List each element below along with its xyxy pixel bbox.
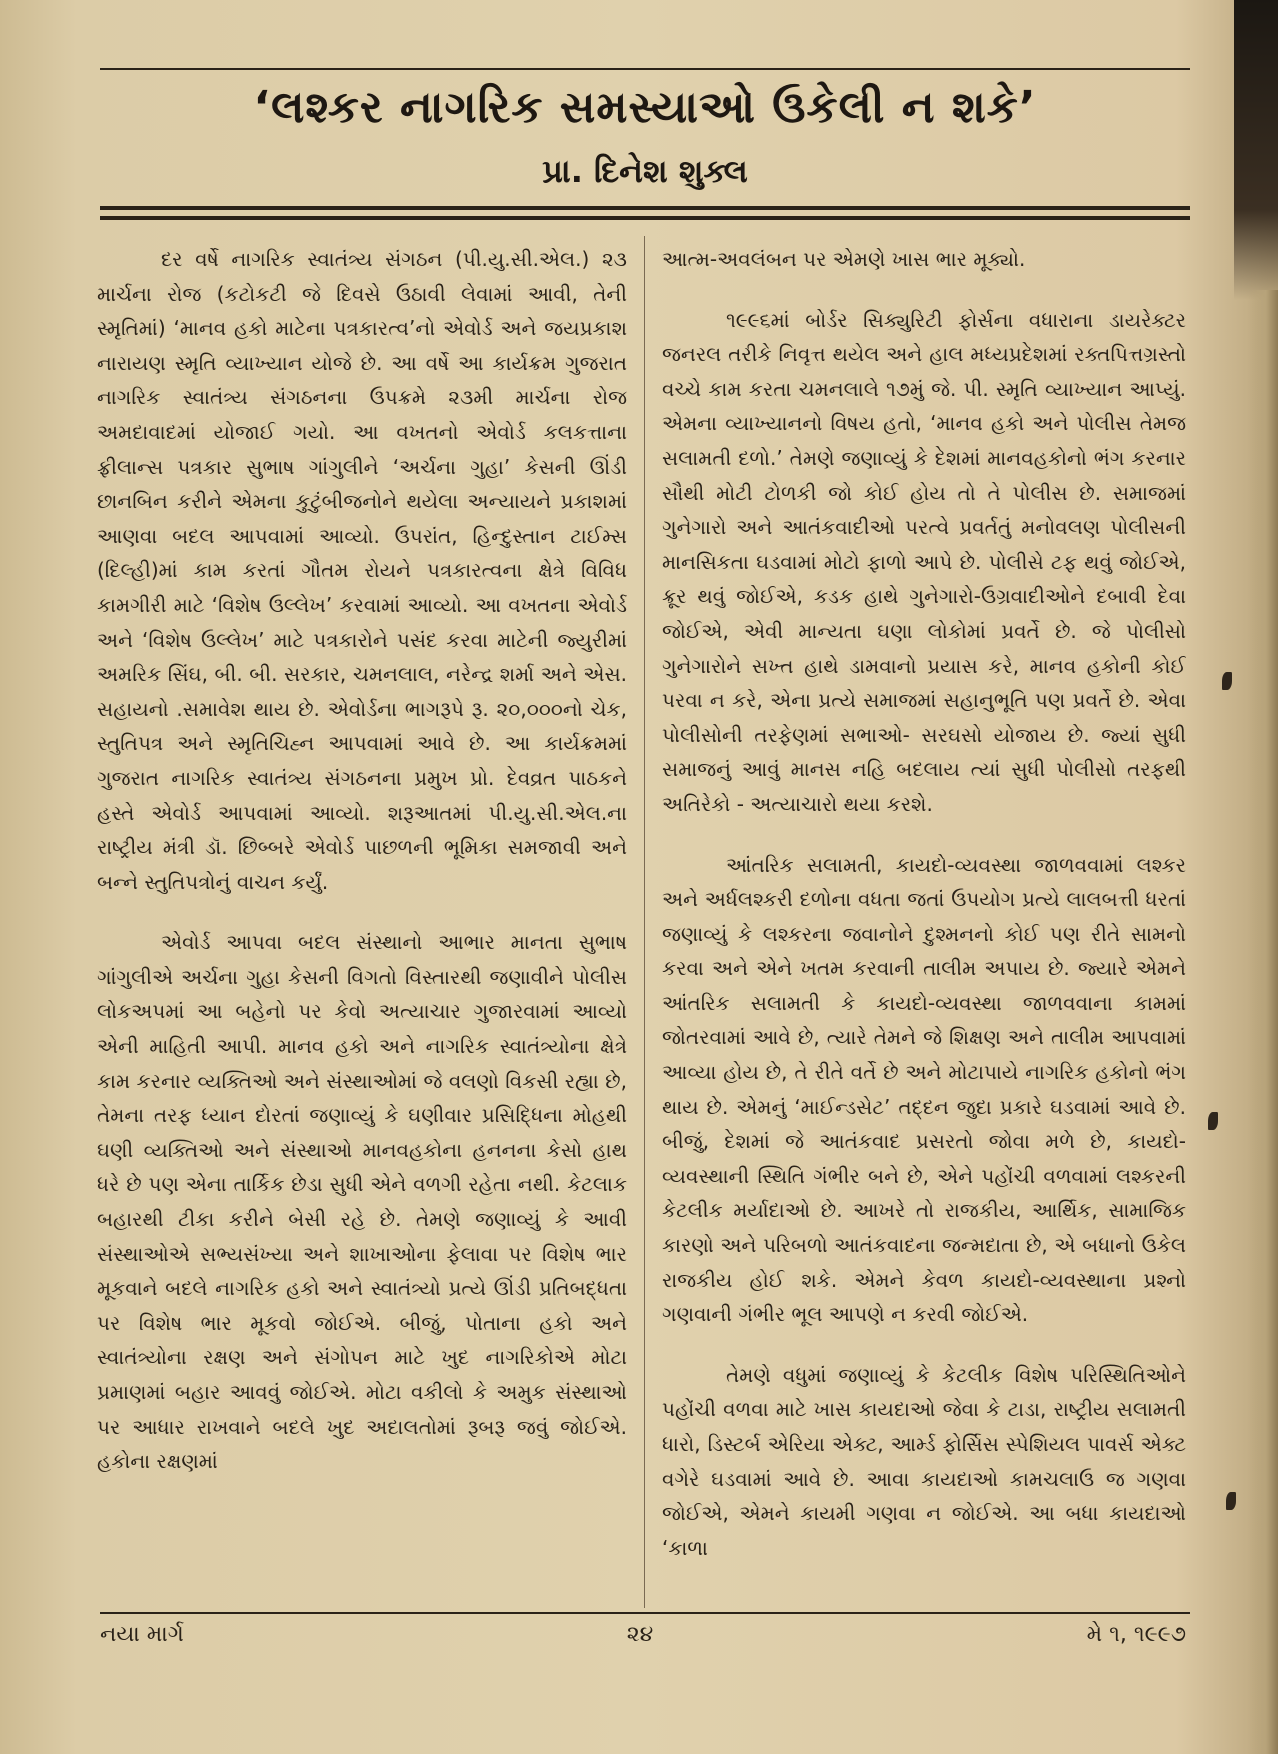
paper-tear-mark [1208, 1112, 1218, 1130]
title-rule-lower [100, 216, 1190, 220]
footer-date: મે ૧, ૧૯૯૭ [1086, 1622, 1186, 1647]
bottom-rule [100, 1612, 1190, 1614]
article-author: પ્રા. દિનેશ શુક્લ [542, 152, 748, 190]
paper-tear-mark [1222, 672, 1232, 690]
footer-publication: નયા માર્ગ [100, 1622, 184, 1647]
paragraph: ૧૯૯૬માં બોર્ડર સિક્યુરિટી ફોર્સના વધારાના ડાયરેક્ટર જનરલ તરીકે નિવૃત્ત થયેલ અને હાલ મધ્યપ્રદેશમાં રક્તપિત્તગ્રસ્તો વચ્ચે કામ કરતા ચમનલાલે ૧૭મું જે. પી. સ્મૃતિ વ્યાખ્યાન આપ્યું. એમના વ્યાખ્યાનનો વિષય હતો, ‘માનવ હકો અને પોલીસ તેમજ સલામતી દળો.’ તેમણે જણાવ્યું કે દેશમાં માનવહકોનો ભંગ કરનાર સૌથી મોટી ટોળકી જો કોઈ હોય તો તે પોલીસ છે. સમાજમાં ગુનેગારો અને આતંકવાદીઓ પરત્વે પ્રવર્તતું મનોવલણ પોલીસની માનસિકતા ઘડવામાં મોટો ફાળો આપે છે. પોલીસે ટફ થવું જોઈએ, ક્રૂર થવું જોઈએ, કડક હાથે ગુનેગારો-ઉગ્રવાદીઓને દબાવી દેવા જોઈએ, એવી માન્યતા ઘણા લોકોમાં પ્રવર્તે છે. જે પોલીસો ગુનેગારોને સખ્ત હાથે ડામવાનો પ્રયાસ કરે, માનવ હકોની કોઈ પરવા ન કરે, એના પ્રત્યે સમાજમાં સહાનુભૂતિ પણ પ્રવર્તે છે. એવા પોલીસોની તરફેણમાં સભાઓ- સરઘસો યોજાય છે. જ્યાં સુધી સમાજનું આવું માનસ નહિ બદલાય ત્યાં સુધી પોલીસો તરફથી અતિરેકો - અત્યાચારો થયા કરશે. [662, 307, 1186, 816]
left-column [97, 242, 627, 1608]
top-rule [100, 68, 1190, 70]
paragraph-continued: આત્મ-અવલંબન પર એમણે ખાસ ભાર મૂક્યો. [662, 247, 1026, 271]
paragraph: આંતરિક સલામતી, કાયદો-વ્યવસ્થા જાળવવામાં લશ્કર અને અર્ધલશ્કરી દળોના વધતા જતાં ઉપયોગ પ્રત્યે લાલબત્તી ધરતાં જણાવ્યું કે લશ્કરના જવાનોને દુશ્મનનો કોઈ પણ રીતે સામનો કરવા અને એને ખતમ કરવાની તાલીમ અપાય છે. જ્યારે એમને આંતરિક સલામતી કે કાયદો-વ્યવસ્થા જાળવવાના કામમાં જોતરવામાં આવે છે, ત્યારે તેમને જે શિક્ષણ અને તાલીમ આપવામાં આવ્યા હોય છે, તે રીતે વર્તે છે અને મોટાપાયે નાગરિક હકોનો ભંગ થાય છે. એમનું ‘માઈન્ડસેટ’ તદ્દન જુદા પ્રકારે ઘડવામાં આવે છે. બીજું, દેશમાં જે આતંકવાદ પ્રસરતો જોવા મળે છે, કાયદો-વ્યવસ્થાની સ્થિતિ ગંભીર બને છે, એને પહોંચી વળવામાં લશ્કરની કેટલીક મર્યાદાઓ છે. આખરે તો રાજકીય, આર્થિક, સામાજિક કારણો અને પરિબળો આતંકવાદના જન્મદાતા છે, એ બધાનો ઉકેલ રાજકીય હોઈ શકે. એમને કેવળ કાયદો-વ્યવસ્થાના પ્રશ્નો ગણવાની ગંભીર ભૂલ આપણે ન કરવી જોઈએ. [662, 852, 1186, 1327]
title-rule-upper [100, 206, 1190, 210]
column-divider [644, 236, 645, 1608]
page-edge-torn [1248, 290, 1278, 1754]
paragraph: દર વર્ષે નાગરિક સ્વાતંત્ર્ય સંગઠન (પી.યુ.સી.એલ.) ૨૩ માર્ચના રોજ (કટોકટી જે દિવસે ઉઠાવી લેવામાં આવી, તેની સ્મૃતિમાં) ‘માનવ હકો માટેના પત્રકારત્વ’નો એવોર્ડ અને જયપ્રકાશ નારાયણ સ્મૃતિ વ્યાખ્યાન યોજે છે. આ વર્ષે આ કાર્યક્રમ ગુજરાત નાગરિક સ્વાતંત્ર્ય સંગઠનના ઉપક્રમે ૨૩મી માર્ચના રોજ અમદાવાદમાં યોજાઈ ગયો. આ વખતનો એવોર્ડ કલકત્તાના ફ્રીલાન્સ પત્રકાર સુભાષ ગાંગુલીને ‘અર્ચના ગુહા’ કેસની ઊંડી છાનબિન કરીને એમના કુટુંબીજનોને થયેલા અન્યાયને પ્રકાશમાં આણવા બદલ આપવામાં આવ્યો. ઉપરાંત, હિન્દુસ્તાન ટાઈમ્સ (દિલ્હી)માં કામ કરતાં ગૌતમ રોયને પત્રકારત્વના ક્ષેત્રે વિવિધ કામગીરી માટે ‘વિશેષ ઉલ્લેખ’ કરવામાં આવ્યો. આ વખતના એવોર્ડ અને ‘વિશેષ ઉલ્લેખ’ માટે પત્રકારોને પસંદ કરવા માટેની જ્યુરીમાં અમરિક સિંઘ, બી. બી. સરકાર, ચમનલાલ, નરેન્દ્ર શર્મા અને એસ. સહાયનો .સમાવેશ થાય છે. એવોર્ડના ભાગરૂપે રૂ. ૨૦,૦૦૦નો ચેક, સ્તુતિપત્ર અને સ્મૃતિચિહ્ન આપવામાં આવે છે. આ કાર્યક્રમમાં ગુજરાત નાગરિક સ્વાતંત્ર્ય સંગઠનના પ્રમુખ પ્રો. દેવવ્રત પાઠકને હસ્તે એવોર્ડ આપવામાં આવ્યો. શરૂઆતમાં પી.યુ.સી.એલ.ના રાષ્ટ્રીય મંત્રી ડૉ. છિબ્બરે એવોર્ડ પાછળની ભૂમિકા સમજાવી અને બન્ને સ્તુતિપત્રોનું વાચન કર્યું. [97, 247, 627, 894]
paragraph: એવોર્ડ આપવા બદલ સંસ્થાનો આભાર માનતા સુભાષ ગાંગુલીએ અર્ચના ગુહા કેસની વિગતો વિસ્તારથી જણાવીને પોલીસ લોકઅપમાં આ બહેનો પર કેવો અત્યાચાર ગુજારવામાં આવ્યો એની માહિતી આપી. માનવ હકો અને નાગરિક સ્વાતંત્ર્યોના ક્ષેત્રે કામ કરનાર વ્યક્તિઓ અને સંસ્થાઓમાં જે વલણો વિકસી રહ્યા છે, તેમના તરફ ધ્યાન દોરતાં જણાવ્યું કે ઘણીવાર પ્રસિદ્ધિના મોહથી ઘણી વ્યક્તિઓ અને સંસ્થાઓ માનવહકોના હનનના કેસો હાથ ધરે છે પણ એના તાર્કિક છેડા સુધી એને વળગી રહેતા નથી. કેટલાક બહારથી ટીકા કરીને બેસી રહે છે. તેમણે જણાવ્યું કે આવી સંસ્થાઓએ સભ્યસંખ્યા અને શાખાઓના ફેલાવા પર વિશેષ ભાર મૂકવાને બદલે નાગરિક હકો અને સ્વાતંત્ર્યો પ્રત્યે ઊંડી પ્રતિબદ્ધતા પર વિશેષ ભાર મૂકવો જોઈએ. બીજું, પોતાના હકો અને સ્વાતંત્ર્યોના રક્ષણ અને સંગોપન માટે ખુદ નાગરિકોએ મોટા પ્રમાણમાં બહાર આવવું જોઈએ. મોટા વકીલો કે અમુક સંસ્થાઓ પર આધાર રાખવાને બદલે ખુદ અદાલતોમાં રૂબરૂ જવું જોઈએ. હકોના રક્ષણમાં [97, 930, 627, 1474]
footer-page-number: ૨૪ [626, 1622, 654, 1647]
page-edge-shadow [1234, 0, 1278, 300]
paragraph: તેમણે વધુમાં જણાવ્યું કે કેટલીક વિશેષ પરિસ્થિતિઓને પહોંચી વળવા માટે ખાસ કાયદાઓ જેવા કે ટાડા, રાષ્ટ્રીય સલામતી ધારો, ડિસ્ટર્બ એરિયા એક્ટ, આર્મ્ડ ફોર્સિસ સ્પેશિયલ પાવર્સ એક્ટ વગેરે ઘડવામાં આવે છે. આવા કાયદાઓ કામચલાઉ જ ગણવા જોઈએ, એમને કાયમી ગણવા ન જોઈએ. આ બધા કાયદાઓ ‘કાળા [662, 1362, 1186, 1560]
paper-tear-mark [1226, 1492, 1236, 1510]
right-column [662, 242, 1186, 1608]
article-title: ‘લશ્કર નાગરિક સમસ્યાઓ ઉકેલી ન શકે’ [253, 82, 1037, 133]
